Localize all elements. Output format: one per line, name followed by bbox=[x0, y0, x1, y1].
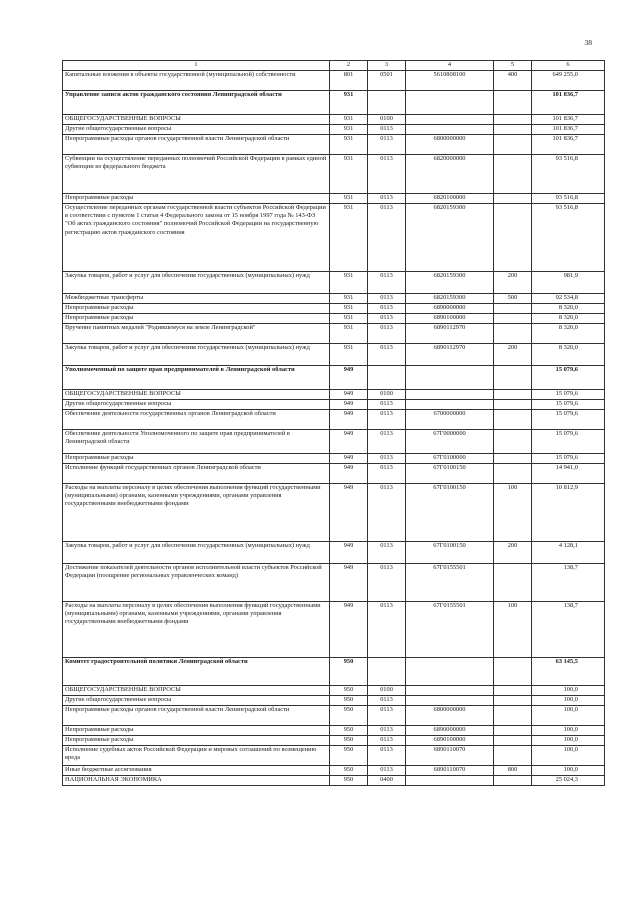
table-row bbox=[63, 542, 605, 564]
row-expense-type: 200 bbox=[494, 272, 532, 294]
row-name: Уполномоченный по защите прав предпринимателей в Ленинградской области bbox=[63, 366, 330, 390]
row-name: Исполнение судебных актов Российской Федерации и мировых соглашений по возмещению вреда bbox=[63, 746, 330, 766]
row-expense-type bbox=[494, 125, 532, 135]
table-row bbox=[63, 602, 605, 658]
row-article bbox=[406, 115, 494, 125]
row-article bbox=[406, 686, 494, 696]
row-section: 0113 bbox=[368, 344, 406, 366]
row-article: 6820159300 bbox=[406, 272, 494, 294]
row-expense-type bbox=[494, 91, 532, 115]
row-code: 950 bbox=[330, 686, 368, 696]
row-amount: 93 516,8 bbox=[532, 155, 605, 194]
row-code: 801 bbox=[330, 71, 368, 91]
row-code: 949 bbox=[330, 464, 368, 484]
table-row bbox=[63, 746, 605, 766]
row-article bbox=[406, 696, 494, 706]
row-expense-type bbox=[494, 706, 532, 726]
row-article: 6800000000 bbox=[406, 706, 494, 726]
row-section: 0113 bbox=[368, 204, 406, 272]
row-amount: 15 079,6 bbox=[532, 400, 605, 410]
row-section: 0113 bbox=[368, 464, 406, 484]
row-amount: 100,0 bbox=[532, 736, 605, 746]
row-code: 931 bbox=[330, 294, 368, 304]
row-expense-type: 200 bbox=[494, 344, 532, 366]
column-header: 4 bbox=[406, 61, 494, 71]
row-code: 931 bbox=[330, 135, 368, 155]
table-row bbox=[63, 344, 605, 366]
row-section: 0113 bbox=[368, 746, 406, 766]
budget-table bbox=[62, 60, 605, 786]
row-amount: 649 255,0 bbox=[532, 71, 605, 91]
row-code: 931 bbox=[330, 204, 368, 272]
row-code: 949 bbox=[330, 454, 368, 464]
row-amount: 101 836,7 bbox=[532, 125, 605, 135]
row-expense-type bbox=[494, 204, 532, 272]
table-row bbox=[63, 464, 605, 484]
row-name: Другие общегосударственные вопросы bbox=[63, 125, 330, 135]
row-amount: 15 079,6 bbox=[532, 366, 605, 390]
row-section: 0113 bbox=[368, 602, 406, 658]
row-section: 0113 bbox=[368, 542, 406, 564]
row-code: 931 bbox=[330, 194, 368, 204]
row-section: 0100 bbox=[368, 115, 406, 125]
row-section: 0113 bbox=[368, 696, 406, 706]
row-article: 6820000000 bbox=[406, 155, 494, 194]
row-expense-type bbox=[494, 324, 532, 344]
row-amount: 10 812,9 bbox=[532, 484, 605, 542]
row-expense-type: 100 bbox=[494, 484, 532, 542]
row-expense-type: 800 bbox=[494, 766, 532, 776]
row-name: Непрограммные расходы bbox=[63, 304, 330, 314]
row-name: Непрограммные расходы органов государственной власти Ленинградской области bbox=[63, 135, 330, 155]
row-code: 931 bbox=[330, 155, 368, 194]
table-row bbox=[63, 400, 605, 410]
row-expense-type bbox=[494, 194, 532, 204]
row-expense-type bbox=[494, 135, 532, 155]
row-code: 950 bbox=[330, 766, 368, 776]
row-article: 6890110070 bbox=[406, 746, 494, 766]
row-amount: 8 320,0 bbox=[532, 314, 605, 324]
row-amount: 15 079,6 bbox=[532, 454, 605, 464]
row-code: 931 bbox=[330, 272, 368, 294]
table-row bbox=[63, 304, 605, 314]
row-code: 949 bbox=[330, 430, 368, 454]
table-row bbox=[63, 776, 605, 786]
row-article bbox=[406, 91, 494, 115]
table-row bbox=[63, 766, 605, 776]
row-section: 0113 bbox=[368, 484, 406, 542]
row-amount: 101 836,7 bbox=[532, 91, 605, 115]
row-expense-type bbox=[494, 390, 532, 400]
table-row bbox=[63, 314, 605, 324]
row-amount: 93 516,8 bbox=[532, 194, 605, 204]
row-code: 949 bbox=[330, 390, 368, 400]
row-amount: 8 320,0 bbox=[532, 304, 605, 314]
row-name: Расходы на выплаты персоналу в целях обеспечения выполнения функций государственными (муниципальными) органами, казенными учреждениями, органами управления государственными внебюджетными фондами bbox=[63, 484, 330, 542]
row-code: 949 bbox=[330, 366, 368, 390]
row-expense-type bbox=[494, 696, 532, 706]
row-section: 0113 bbox=[368, 324, 406, 344]
row-article: 6890000000 bbox=[406, 726, 494, 736]
row-section: 0100 bbox=[368, 390, 406, 400]
row-section: 0113 bbox=[368, 135, 406, 155]
table-row bbox=[63, 706, 605, 726]
row-name: Другие общегосударственные вопросы bbox=[63, 696, 330, 706]
column-header: 6 bbox=[532, 61, 605, 71]
table-row bbox=[63, 454, 605, 464]
row-amount: 138,7 bbox=[532, 564, 605, 602]
row-name: Непрограммные расходы bbox=[63, 726, 330, 736]
table-row bbox=[63, 324, 605, 344]
row-article: 67Г0155501 bbox=[406, 602, 494, 658]
row-article: 6800000000 bbox=[406, 135, 494, 155]
row-article: 6890110070 bbox=[406, 766, 494, 776]
row-code: 931 bbox=[330, 91, 368, 115]
table-row bbox=[63, 696, 605, 706]
row-section: 0113 bbox=[368, 194, 406, 204]
table-row bbox=[63, 71, 605, 91]
table-row bbox=[63, 91, 605, 115]
row-section: 0113 bbox=[368, 294, 406, 304]
row-name: НАЦИОНАЛЬНАЯ ЭКОНОМИКА bbox=[63, 776, 330, 786]
row-article bbox=[406, 366, 494, 390]
table-row bbox=[63, 726, 605, 736]
row-code: 950 bbox=[330, 736, 368, 746]
row-amount: 981,9 bbox=[532, 272, 605, 294]
row-article: 67Г0100000 bbox=[406, 454, 494, 464]
row-code: 949 bbox=[330, 400, 368, 410]
row-name: ОБЩЕГОСУДАРСТВЕННЫЕ ВОПРОСЫ bbox=[63, 390, 330, 400]
row-amount: 93 516,8 bbox=[532, 204, 605, 272]
row-article: 67Г0100150 bbox=[406, 464, 494, 484]
table-row bbox=[63, 564, 605, 602]
row-section bbox=[368, 658, 406, 686]
table-body bbox=[63, 71, 605, 786]
row-name: Вручение памятных медалей "Родившемуся на земле Ленинградской" bbox=[63, 324, 330, 344]
row-amount: 15 079,6 bbox=[532, 390, 605, 400]
row-name: Закупка товаров, работ и услуг для обеспечения государственных (муниципальных) нужд bbox=[63, 344, 330, 366]
row-article: 67Г0100150 bbox=[406, 484, 494, 542]
row-article: 6890100000 bbox=[406, 314, 494, 324]
row-article bbox=[406, 125, 494, 135]
table-row bbox=[63, 125, 605, 135]
row-section: 0113 bbox=[368, 304, 406, 314]
row-code: 931 bbox=[330, 324, 368, 344]
row-code: 950 bbox=[330, 658, 368, 686]
row-section: 0501 bbox=[368, 71, 406, 91]
table-row bbox=[63, 430, 605, 454]
row-amount: 4 128,1 bbox=[532, 542, 605, 564]
table-header-row bbox=[63, 61, 605, 71]
row-code: 931 bbox=[330, 344, 368, 366]
row-article bbox=[406, 776, 494, 786]
row-section: 0113 bbox=[368, 454, 406, 464]
table-row bbox=[63, 194, 605, 204]
row-section: 0113 bbox=[368, 430, 406, 454]
row-code: 950 bbox=[330, 746, 368, 766]
row-name: Непрограммные расходы bbox=[63, 314, 330, 324]
row-section: 0113 bbox=[368, 410, 406, 430]
row-name: Исполнение функций государственных органов Ленинградской области bbox=[63, 464, 330, 484]
table-row bbox=[63, 294, 605, 304]
row-name: Закупка товаров, работ и услуг для обеспечения государственных (муниципальных) нужд bbox=[63, 542, 330, 564]
row-expense-type bbox=[494, 736, 532, 746]
column-header: 2 bbox=[330, 61, 368, 71]
row-expense-type bbox=[494, 115, 532, 125]
row-amount: 25 024,3 bbox=[532, 776, 605, 786]
row-code: 931 bbox=[330, 115, 368, 125]
row-section: 0113 bbox=[368, 736, 406, 746]
table-row bbox=[63, 484, 605, 542]
row-article: 67Г0155501 bbox=[406, 564, 494, 602]
row-code: 949 bbox=[330, 602, 368, 658]
row-expense-type bbox=[494, 366, 532, 390]
table-row bbox=[63, 410, 605, 430]
row-name: Субвенции на осуществление переданных полномочий Российской Федерации в рамках единой субвенции из федерального бюджета bbox=[63, 155, 330, 194]
row-amount: 138,7 bbox=[532, 602, 605, 658]
row-amount: 100,0 bbox=[532, 766, 605, 776]
row-amount: 100,0 bbox=[532, 706, 605, 726]
row-article: 6820100000 bbox=[406, 194, 494, 204]
row-expense-type: 500 bbox=[494, 294, 532, 304]
row-amount: 8 320,0 bbox=[532, 344, 605, 366]
row-article: 6890112970 bbox=[406, 344, 494, 366]
row-amount: 14 941,0 bbox=[532, 464, 605, 484]
row-article: 5610808100 bbox=[406, 71, 494, 91]
row-section: 0113 bbox=[368, 314, 406, 324]
row-amount: 101 836,7 bbox=[532, 115, 605, 125]
row-section: 0400 bbox=[368, 776, 406, 786]
row-name: Непрограммные расходы bbox=[63, 736, 330, 746]
row-amount: 100,0 bbox=[532, 746, 605, 766]
row-expense-type bbox=[494, 776, 532, 786]
row-amount: 100,0 bbox=[532, 696, 605, 706]
row-name: Непрограммные расходы bbox=[63, 194, 330, 204]
row-name: Расходы на выплаты персоналу в целях обеспечения выполнения функций государственными (муниципальными) органами, казенными учреждениями, органами управления государственными внебюджетными фондами bbox=[63, 602, 330, 658]
row-section: 0113 bbox=[368, 766, 406, 776]
row-code: 949 bbox=[330, 410, 368, 430]
row-name: Управление записи актов гражданского состояния Ленинградской области bbox=[63, 91, 330, 115]
row-amount: 100,0 bbox=[532, 686, 605, 696]
row-name: Другие общегосударственные вопросы bbox=[63, 400, 330, 410]
row-expense-type bbox=[494, 746, 532, 766]
row-name: Обеспечение деятельности Уполномоченного по защите прав предпринимателей в Ленинградской области bbox=[63, 430, 330, 454]
row-expense-type bbox=[494, 430, 532, 454]
row-article bbox=[406, 658, 494, 686]
table-row bbox=[63, 366, 605, 390]
row-code: 949 bbox=[330, 542, 368, 564]
row-section: 0113 bbox=[368, 706, 406, 726]
row-name: Осуществление переданных органам государственной власти субъектов Российской Федерации в соответствии с пунктом 1 статьи 4 Федерального закона от 15 ноября 1997 года № 143-ФЗ "Об актах гражданского состояния" полномочий Российской Федерации на государственную регистрацию актов гражданского состояния bbox=[63, 204, 330, 272]
row-expense-type bbox=[494, 454, 532, 464]
row-expense-type bbox=[494, 314, 532, 324]
row-name: Непрограммные расходы bbox=[63, 454, 330, 464]
row-amount: 15 079,6 bbox=[532, 430, 605, 454]
row-expense-type bbox=[494, 464, 532, 484]
table-row bbox=[63, 115, 605, 125]
row-name: Капитальные вложения в объекты государственной (муниципальной) собственности bbox=[63, 71, 330, 91]
row-amount: 100,0 bbox=[532, 726, 605, 736]
column-header: 3 bbox=[368, 61, 406, 71]
row-expense-type bbox=[494, 564, 532, 602]
row-code: 950 bbox=[330, 726, 368, 736]
row-expense-type bbox=[494, 658, 532, 686]
row-name: Комитет градостроительной политики Ленинградской области bbox=[63, 658, 330, 686]
row-code: 931 bbox=[330, 314, 368, 324]
row-name: Межбюджетные трансферты bbox=[63, 294, 330, 304]
row-expense-type bbox=[494, 400, 532, 410]
table-row bbox=[63, 135, 605, 155]
table-row bbox=[63, 204, 605, 272]
row-code: 949 bbox=[330, 564, 368, 602]
row-expense-type bbox=[494, 410, 532, 430]
row-article bbox=[406, 390, 494, 400]
row-code: 931 bbox=[330, 304, 368, 314]
row-code: 950 bbox=[330, 776, 368, 786]
row-amount: 92 534,8 bbox=[532, 294, 605, 304]
row-expense-type: 200 bbox=[494, 542, 532, 564]
row-name: ОБЩЕГОСУДАРСТВЕННЫЕ ВОПРОСЫ bbox=[63, 686, 330, 696]
row-article: 67Г0000000 bbox=[406, 430, 494, 454]
row-article bbox=[406, 400, 494, 410]
row-expense-type bbox=[494, 304, 532, 314]
column-header: 1 bbox=[63, 61, 330, 71]
row-article: 6820159300 bbox=[406, 204, 494, 272]
row-expense-type bbox=[494, 155, 532, 194]
row-article: 67Г0100150 bbox=[406, 542, 494, 564]
row-section: 0113 bbox=[368, 726, 406, 736]
row-section: 0113 bbox=[368, 564, 406, 602]
row-name: Иные бюджетные ассигнования bbox=[63, 766, 330, 776]
row-section: 0113 bbox=[368, 155, 406, 194]
row-article: 6890000000 bbox=[406, 304, 494, 314]
row-article: 6890112970 bbox=[406, 324, 494, 344]
row-article: 6890100000 bbox=[406, 736, 494, 746]
table-row bbox=[63, 390, 605, 400]
row-amount: 101 836,7 bbox=[532, 135, 605, 155]
row-section bbox=[368, 366, 406, 390]
row-section: 0100 bbox=[368, 686, 406, 696]
row-section bbox=[368, 91, 406, 115]
row-name: Непрограммные расходы органов государственной власти Ленинградской области bbox=[63, 706, 330, 726]
row-name: ОБЩЕГОСУДАРСТВЕННЫЕ ВОПРОСЫ bbox=[63, 115, 330, 125]
column-header: 5 bbox=[494, 61, 532, 71]
row-expense-type: 400 bbox=[494, 71, 532, 91]
row-expense-type bbox=[494, 686, 532, 696]
row-name: Обеспечение деятельности государственных органов Ленинградской области bbox=[63, 410, 330, 430]
row-name: Достижение показателей деятельности органов исполнительной власти субъектов Российской Федерации (поощрение региональных управленческих команд) bbox=[63, 564, 330, 602]
row-article: 6820159300 bbox=[406, 294, 494, 304]
row-code: 950 bbox=[330, 696, 368, 706]
row-expense-type bbox=[494, 726, 532, 736]
row-section: 0113 bbox=[368, 400, 406, 410]
page-number: 38 bbox=[584, 38, 592, 47]
row-section: 0113 bbox=[368, 272, 406, 294]
row-amount: 63 145,5 bbox=[532, 658, 605, 686]
row-amount: 15 079,6 bbox=[532, 410, 605, 430]
table-row bbox=[63, 658, 605, 686]
row-code: 931 bbox=[330, 125, 368, 135]
table-row bbox=[63, 155, 605, 194]
table-row bbox=[63, 686, 605, 696]
table-row bbox=[63, 736, 605, 746]
row-section: 0113 bbox=[368, 125, 406, 135]
row-code: 949 bbox=[330, 484, 368, 542]
table-row bbox=[63, 272, 605, 294]
row-name: Закупка товаров, работ и услуг для обеспечения государственных (муниципальных) нужд bbox=[63, 272, 330, 294]
row-amount: 8 320,0 bbox=[532, 324, 605, 344]
row-article: 6700000000 bbox=[406, 410, 494, 430]
row-code: 950 bbox=[330, 706, 368, 726]
row-expense-type: 100 bbox=[494, 602, 532, 658]
